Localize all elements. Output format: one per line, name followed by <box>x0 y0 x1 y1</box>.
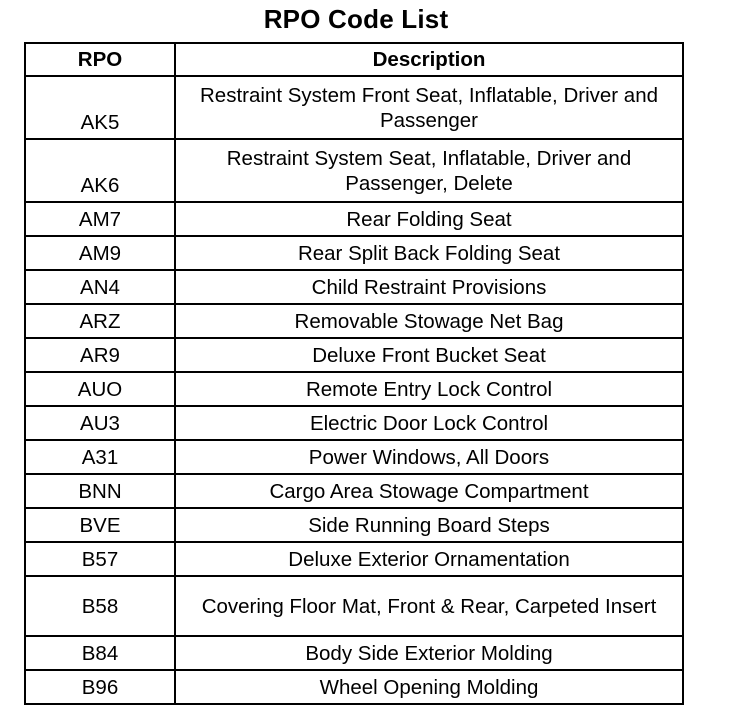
table-row <box>25 304 683 338</box>
table-row <box>25 270 683 304</box>
table-header-row <box>25 43 683 76</box>
description-cell: Child Restraint Provisions <box>175 270 683 304</box>
table-row <box>25 670 683 704</box>
description-cell: Rear Folding Seat <box>175 202 683 236</box>
table-row <box>25 236 683 270</box>
rpo-code-table <box>24 42 684 705</box>
rpo-code-cell: AM7 <box>25 202 175 236</box>
table-row <box>25 338 683 372</box>
rpo-code-cell: BVE <box>25 508 175 542</box>
description-cell: Cargo Area Stowage Compartment <box>175 474 683 508</box>
description-cell: Deluxe Front Bucket Seat <box>175 338 683 372</box>
column-header-description: Description <box>175 43 683 76</box>
table-row <box>25 474 683 508</box>
table-row <box>25 202 683 236</box>
table-row <box>25 372 683 406</box>
table-row <box>25 440 683 474</box>
rpo-code-cell: AK5 <box>25 76 175 139</box>
description-cell: Rear Split Back Folding Seat <box>175 236 683 270</box>
rpo-code-cell: AN4 <box>25 270 175 304</box>
rpo-code-cell: B96 <box>25 670 175 704</box>
rpo-code-cell: AU3 <box>25 406 175 440</box>
table-row <box>25 139 683 202</box>
table-row <box>25 406 683 440</box>
table-row <box>25 636 683 670</box>
rpo-code-cell: AK6 <box>25 139 175 202</box>
table-row <box>25 576 683 636</box>
rpo-code-cell: BNN <box>25 474 175 508</box>
table-row <box>25 542 683 576</box>
page-title: RPO Code List <box>263 4 449 34</box>
rpo-code-cell: ARZ <box>25 304 175 338</box>
description-cell: Remote Entry Lock Control <box>175 372 683 406</box>
description-cell: Power Windows, All Doors <box>175 440 683 474</box>
rpo-code-cell: AR9 <box>25 338 175 372</box>
description-cell: Deluxe Exterior Ornamentation <box>175 542 683 576</box>
description-cell: Electric Door Lock Control <box>175 406 683 440</box>
rpo-code-cell: B84 <box>25 636 175 670</box>
table-row <box>25 76 683 139</box>
rpo-code-cell: B58 <box>25 576 175 636</box>
column-header-rpo: RPO <box>25 43 175 76</box>
description-cell: Restraint System Seat, Inflatable, Driver and Passenger, Delete <box>175 139 683 202</box>
rpo-code-cell: A31 <box>25 440 175 474</box>
rpo-code-cell: B57 <box>25 542 175 576</box>
table-row <box>25 508 683 542</box>
description-cell: Covering Floor Mat, Front & Rear, Carpeted Insert <box>175 576 683 636</box>
description-cell: Body Side Exterior Molding <box>175 636 683 670</box>
description-cell: Wheel Opening Molding <box>175 670 683 704</box>
rpo-code-cell: AUO <box>25 372 175 406</box>
rpo-code-cell: AM9 <box>25 236 175 270</box>
description-cell: Removable Stowage Net Bag <box>175 304 683 338</box>
description-cell: Restraint System Front Seat, Inflatable, Driver and Passenger <box>175 76 683 139</box>
description-cell: Side Running Board Steps <box>175 508 683 542</box>
